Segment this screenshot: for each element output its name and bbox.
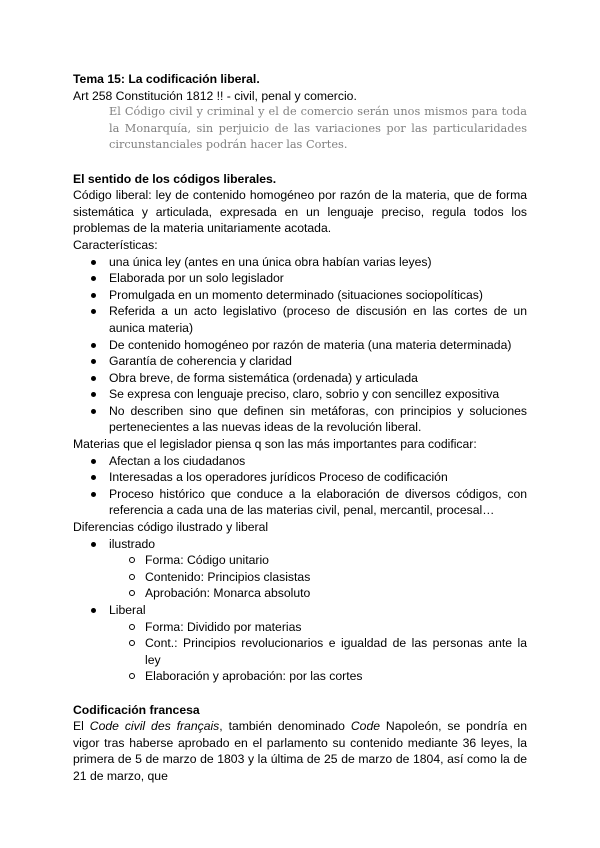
list-item: Garantía de coherencia y claridad — [73, 353, 527, 370]
list-item: Referida a un acto legislativo (proceso de discusión en las cortes de un aunica materia) — [73, 303, 527, 336]
list-item: Contenido: Principios clasistas — [73, 569, 527, 586]
ilustrado-sublist — [73, 552, 527, 602]
document-content — [73, 71, 527, 785]
list-item: Se expresa con lenguaje preciso, claro, sobrio y con sencillez expositiva — [73, 386, 527, 403]
code-civil-paragraph — [73, 718, 527, 784]
list-item: Obra breve, de forma sistemática (ordenada) y articulada — [73, 370, 527, 387]
diferencias-list — [73, 536, 527, 685]
list-item-liberal — [73, 602, 527, 685]
list-item: Elaborada por un solo legislador — [73, 270, 527, 287]
list-item: Proceso histórico que conduce a la elaboración de diversos códigos, con referencia a cada una de las materias civil, penal, mercantil, procesal… — [73, 486, 527, 519]
constitution-quote: El Código civil y criminal y el de comercio serán unos mismos para toda la Monarquía, sin perjuicio de las variaciones por las particularidades circunstanciales podrán hacer las Cortes. — [109, 105, 527, 152]
list-item: una única ley (antes en una única obra habían varias leyes) — [73, 254, 527, 271]
text-rest: Napoleón, se pondría en vigor tras haberse aprobado en el parlamento su contenido mediante 36 leyes, la primera de 5 de marzo de 1803 y la última de 25 de marzo de 1804, así como la de 21 de marzo, que — [73, 719, 527, 783]
list-item: De contenido homogéneo por razón de materia (una materia determinada) — [73, 337, 527, 354]
list-item: Aprobación: Monarca absoluto — [73, 585, 527, 602]
list-item: No describen sino que definen sin metáforas, con principios y soluciones pertenecientes a las nuevas ideas de la revolución liberal. — [73, 403, 527, 436]
list-item: Afectan a los ciudadanos — [73, 453, 527, 470]
text-mid: , también denominado — [219, 719, 345, 734]
section-heading-sentido: El sentido de los códigos liberales. — [73, 171, 277, 186]
list-item: Forma: Dividido por materias — [73, 619, 527, 636]
list-item: Interesadas a los operadores jurídicos Proceso de codificación — [73, 469, 527, 486]
code-title: Code — [350, 719, 380, 734]
definition-paragraph: Código liberal: ley de contenido homogéneo por razón de la materia, que de forma sistemática y articulada, expresada en un lenguaje preciso, regula todos los problemas de la materia unitariamente acotada. — [73, 188, 527, 236]
list-item: Forma: Código unitario — [73, 552, 527, 569]
liberal-sublist — [73, 619, 527, 685]
text-el: El — [73, 719, 84, 734]
ilustrado-label: ilustrado — [109, 536, 156, 551]
section-heading-francesa: Codificación francesa — [73, 702, 200, 717]
list-item: Promulgada en un momento determinado (situaciones sociopolíticas) — [73, 287, 527, 304]
article-line: Art 258 Constitución 1812 !! - civil, penal y comercio. — [73, 88, 357, 103]
list-item: Elaboración y aprobación: por las cortes — [73, 668, 527, 685]
diferencias-label: Diferencias código ilustrado y liberal — [73, 520, 269, 535]
code-civil-title: Code civil des français — [89, 719, 220, 734]
materias-list — [73, 453, 527, 519]
characteristics-list — [73, 254, 527, 437]
page-title: Tema 15: La codificación liberal. — [73, 72, 260, 86]
list-item: Cont.: Principios revolucionarios e igualdad de las personas ante la ley — [73, 635, 527, 668]
characteristics-label: Características: — [73, 237, 158, 252]
materias-label: Materias que el legislador piensa q son las más importantes para codificar: — [73, 437, 477, 452]
list-item-ilustrado — [73, 536, 527, 602]
liberal-label: Liberal — [109, 603, 146, 617]
